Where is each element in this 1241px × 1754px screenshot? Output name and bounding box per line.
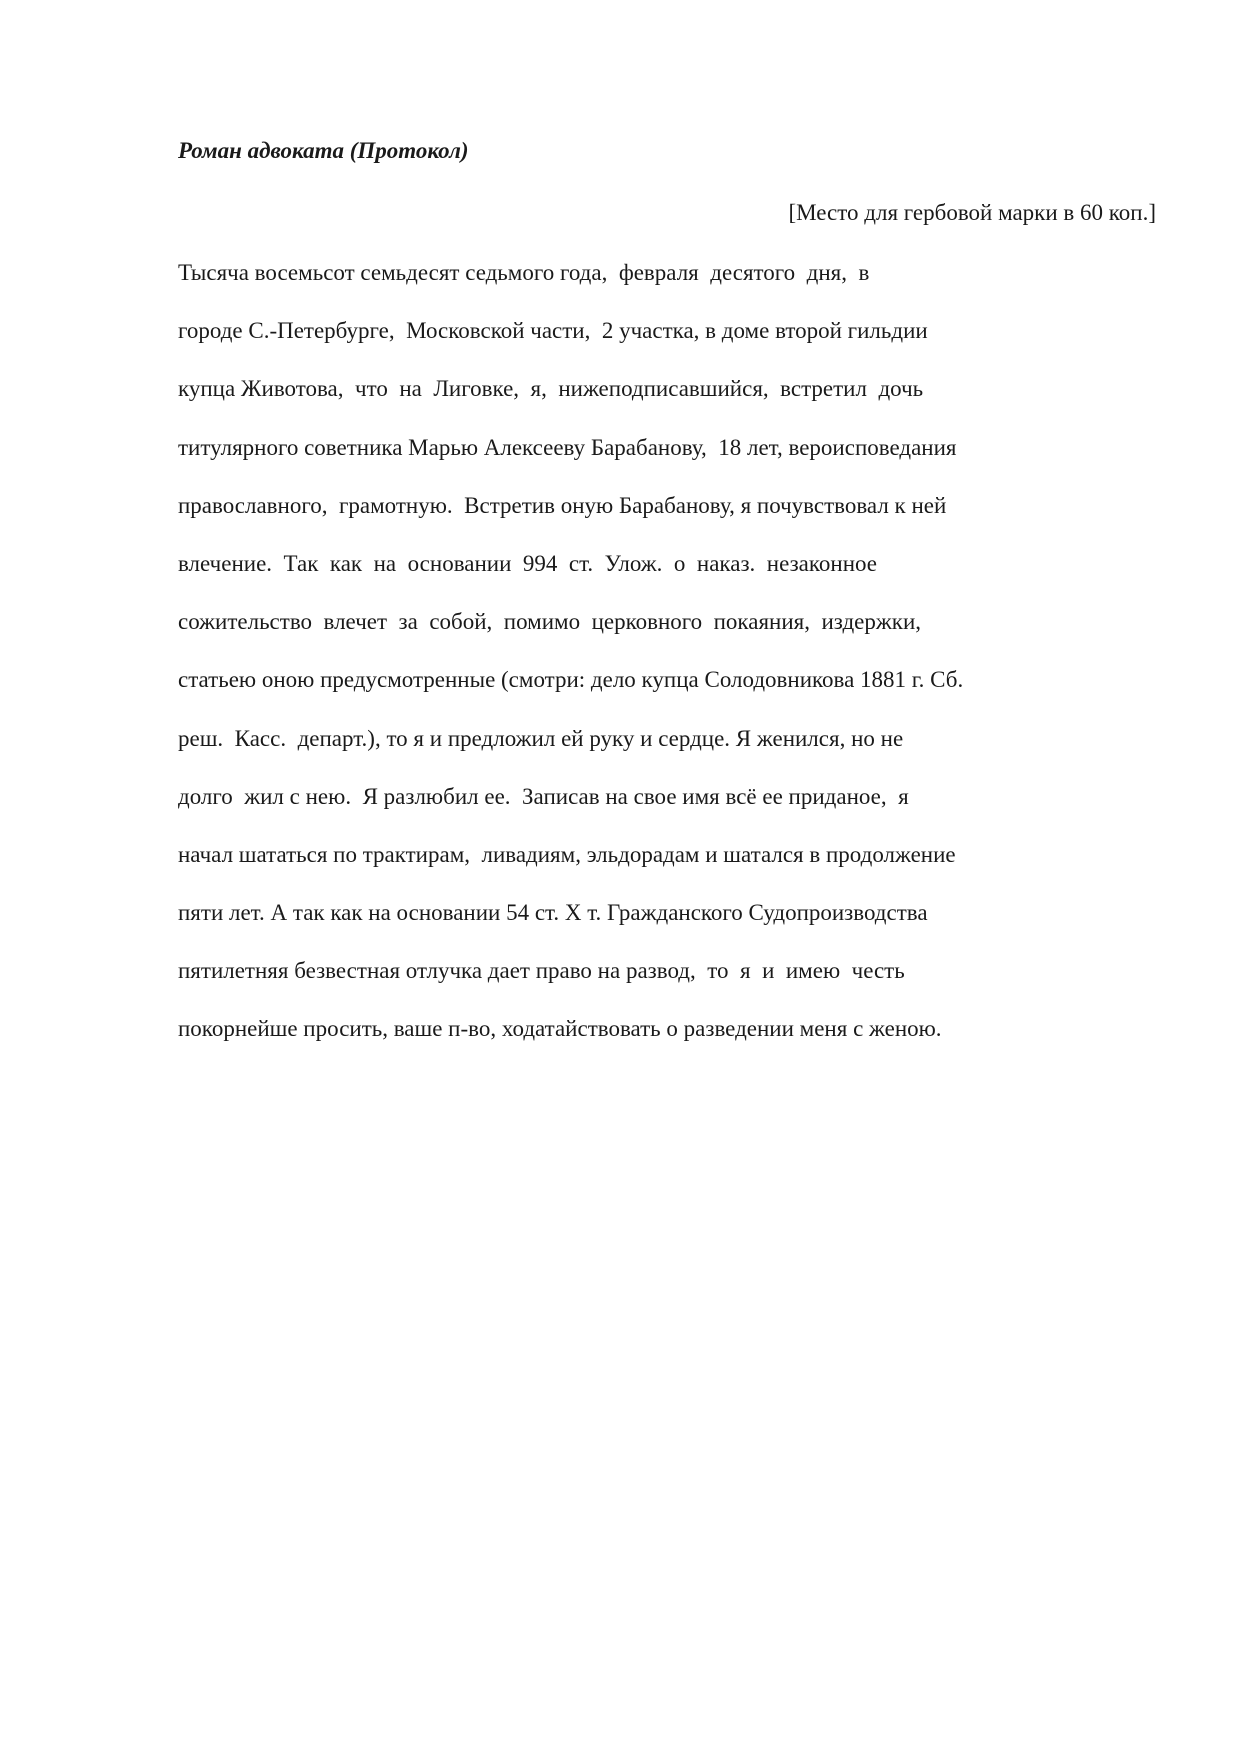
body-line: начал шататься по трактирам, ливадиям, эльдорадам и шатался в продолжение <box>178 841 956 867</box>
stamp-placeholder-note: [Место для гербовой марки в 60 коп.] <box>788 200 1156 225</box>
body-line: православного, грамотную. Встретив оную Барабанову, я почувствовал к ней <box>178 492 947 518</box>
body-line: купца Животова, что на Лиговке, я, нижеподписавшийся, встретил дочь <box>178 376 924 402</box>
body-line: сожительство влечет за собой, помимо церковного покаяния, издержки, <box>178 609 922 635</box>
document-title: Роман адвоката (Протокол) <box>178 138 469 163</box>
document-body <box>178 258 1078 1073</box>
body-line: статьею оною предусмотренные (смотри: дело купца Солодовникова 1881 г. Сб. <box>178 667 964 693</box>
body-line: реш. Касс. департ.), то я и предложил ей руку и сердце. Я женился, но не <box>178 725 904 751</box>
body-line: долго жил с нею. Я разлюбил ее. Записав на свое имя всё ее приданое, я <box>178 783 909 809</box>
body-line: городе С.-Петербурге, Московской части, 2 участка, в доме второй гильдии <box>178 318 928 344</box>
body-line: пяти лет. А так как на основании 54 ст. X т. Гражданского Судопроизводства <box>178 900 928 926</box>
body-line: пятилетняя безвестная отлучка дает право на развод, то я и имею честь <box>178 958 905 984</box>
body-line: влечение. Так как на основании 994 ст. Улож. о наказ. незаконное <box>178 550 877 576</box>
body-line: Тысяча восемьсот семьдесят седьмого года, февраля десятого дня, в <box>178 260 870 285</box>
body-line: покорнейше просить, ваше п-во, ходатайствовать о разведении меня с женою. <box>178 1016 942 1042</box>
body-line: титулярного советника Марью Алексееву Барабанову, 18 лет, вероисповедания <box>178 434 957 460</box>
